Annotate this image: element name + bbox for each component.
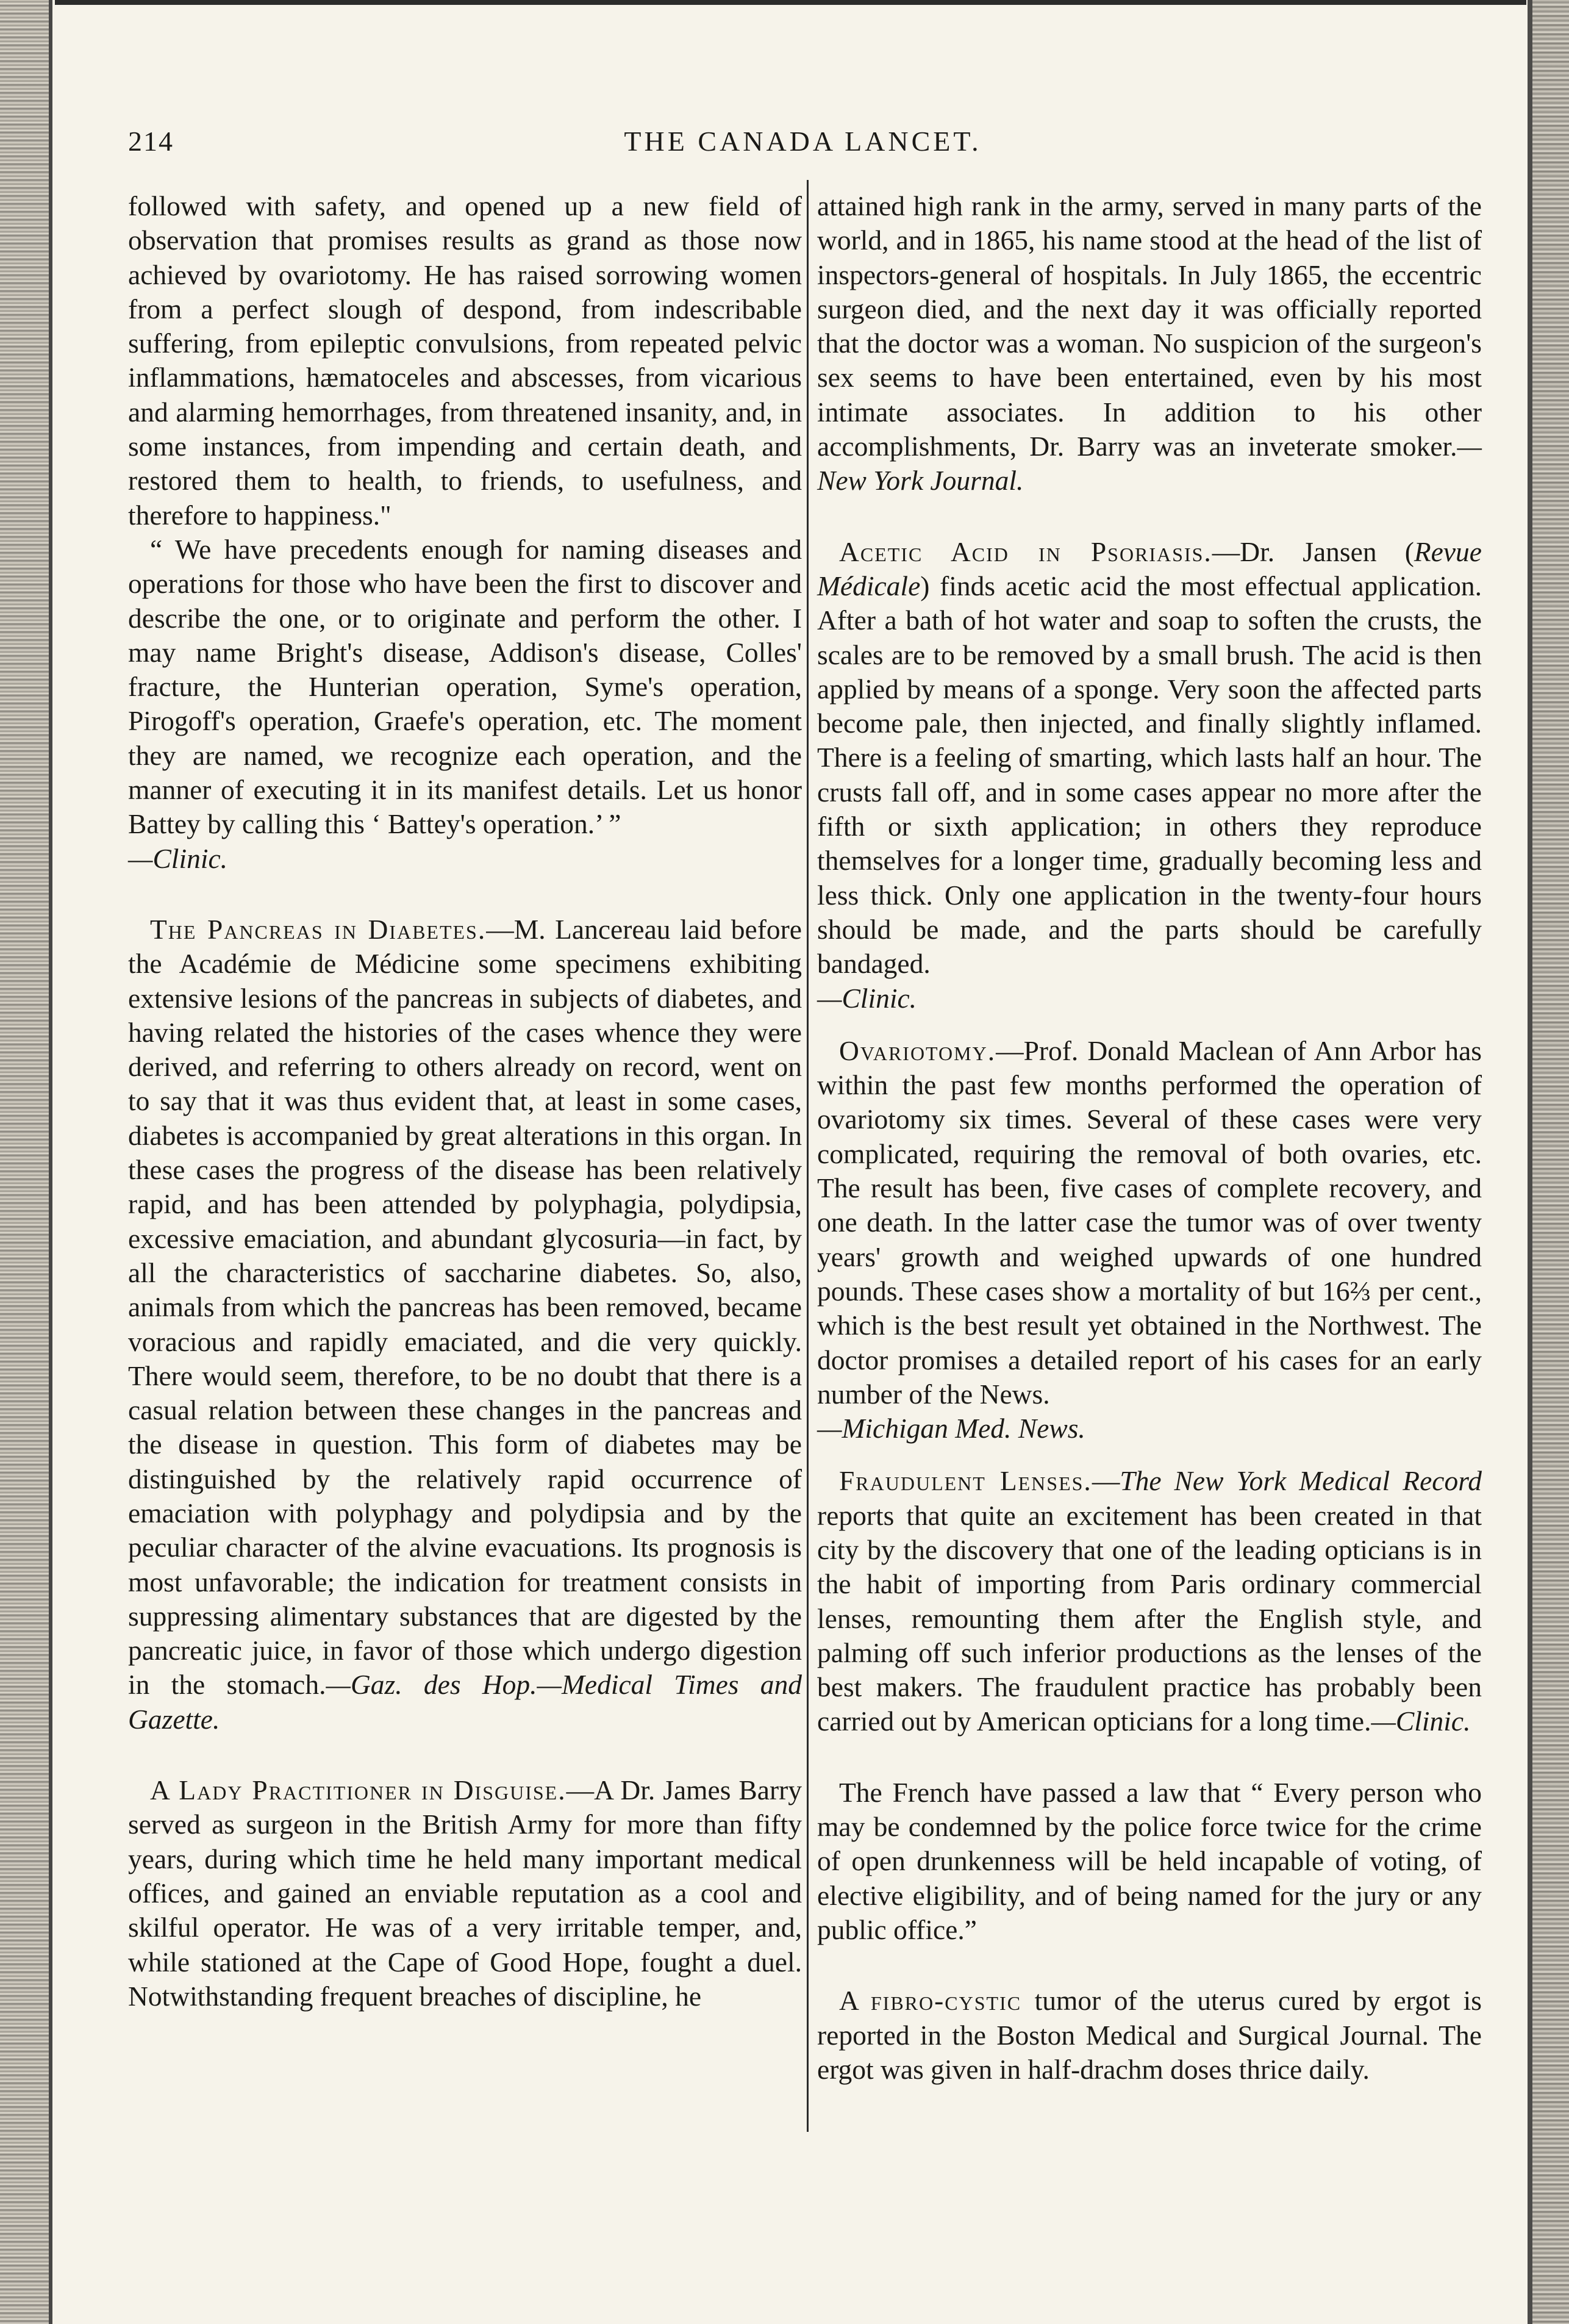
paragraph-ovariotomy-continued: followed with safety, and opened up a new field of observation that promises results as grand as those now achieved by ovariotomy. He has raised sorrowing women from a perfect slough of despond, from indescribable suffering, from epileptic convulsions, from repeated pelvic inflammations, hæmatoceles and abscesses, from vicarious and alarming hemorrhages, from threatened insanity, and, in some instances, from impending and certain death, and restored them to health, to friends, to usefulness, and therefore to happiness."	[128, 190, 802, 531]
article-title-acetic-acid: Acetic Acid in Psoriasis.	[839, 536, 1212, 567]
paragraph-precedents	[128, 533, 802, 876]
fibro-lead: A	[839, 1985, 871, 2017]
article-body-lady-practitioner: —A Dr. James Barry served as surgeon in the British Army for more than fifty years, during which time he held many important medical offices, and gained an enviable reputation as a cool and skilful operator. He was of a very irritable temper, and, while stationed at the Cape of Good Hope, fought a duel. Notwithstanding frequent breaches of discipline, he	[128, 1774, 802, 2012]
fibro-body: tumor of the uterus cured by ergot is reported in the Boston Medical and Surgical Journal. The ergot was given in half-drachm doses thrice daily.	[817, 1985, 1482, 2085]
article-title-pancreas: The Pancreas in Diabetes.	[150, 913, 487, 945]
article-title-fraudulent-lenses: Fraudulent Lenses.	[839, 1465, 1092, 1497]
article-acetic-acid	[817, 535, 1482, 1016]
ovariotomy-body: —Prof. Donald Maclean of Ann Arbor has within the past few months performed the operation of ovariotomy six times. Several of these cases were very complicated, requiring the removal of both ovaries, etc. The result has been, five cases of complete recovery, and one death. In the latter case the tumor was of over twenty years' growth and weighed upwards of one hundred pounds. These cases show a mortality of but 16⅔ per cent., which is the best result yet obtained in the Northwest. The doctor promises a detailed report of his cases for an early number of the News.	[817, 1035, 1482, 1410]
ovariotomy-source: —Michigan Med. News.	[817, 1413, 1085, 1444]
precedents-text: “ We have precedents enough for naming diseases and operations for those who have been the first to discover and describe the one, or to originate and perform the other. I may name Bright's disease, Addison's disease, Colles' fracture, the Hunterian operation, Syme's operation, Pirogoff's operation, Graefe's operation, etc. The moment they are named, we recognize each operation, and the manner of executing it in its manifest details. Let us honor Battey by calling this ‘ Battey's operation.’ ”	[128, 533, 802, 840]
acetic-source: —Clinic.	[817, 982, 917, 1014]
article-pancreas	[128, 913, 802, 1737]
top-rule	[55, 0, 1526, 5]
paragraph-barry-continued	[817, 189, 1482, 498]
left-column	[128, 189, 802, 2014]
paragraph-french-law: The French have passed a law that “ Every person who may be condemned by the police force twice for the crime of open drunkenness will be held incapable of voting, of elective eligibility, and of being named for the jury or any public office.”	[817, 1776, 1482, 1945]
column-divider	[807, 180, 809, 2132]
acetic-journal: Revue Médicale	[817, 536, 1482, 601]
fraud-source: —Clinic.	[1371, 1705, 1471, 1737]
fraud-journal: The New York Medical Record	[1120, 1465, 1482, 1497]
article-title-ovariotomy: Ovariotomy.	[839, 1035, 996, 1066]
article-lady-practitioner	[128, 1773, 802, 2014]
right-column	[817, 189, 1482, 2087]
article-source-pancreas: —Gaz. des Hop.—Medical Times and Gazette.	[128, 1669, 802, 1735]
precedents-source: —Clinic.	[128, 842, 228, 874]
left-binding-edge	[0, 0, 49, 2324]
article-fraudulent-lenses	[817, 1464, 1482, 1738]
barry-source: —New York Journal.	[817, 431, 1482, 497]
article-ovariotomy	[817, 1034, 1482, 1446]
barry-text: attained high rank in the army, served in many parts of the world, and in 1865, his name stood at the head of the list of inspectors-general of hospitals. In July 1865, the eccentric surgeon died, and the next day it was officially reported that the doctor was a woman. No suspicion of the surgeon's sex seems to have been entertained, even by his most intimate associates. In addition to his other accomplishments, Dr. Barry was an inveterate smoker.	[817, 190, 1482, 462]
page-header	[128, 125, 1478, 168]
fraud-body: reports that quite an excitement has been created in that city by the discovery that one of the leading opticians is in the habit of importing from Paris ordinary commercial lenses, remounting them after the English style, and palming off such inferior productions as the lenses of the best makers. The fraudulent practice has probably been carried out by American opticians for a long time.	[817, 1499, 1482, 1737]
acetic-body-a: —Dr. Jansen (	[1212, 536, 1414, 567]
right-binding-edge	[1532, 0, 1569, 2324]
paragraph-fibro-cystic	[817, 1984, 1482, 2087]
article-body-pancreas: —M. Lancereau laid before the Académie de Médicine some specimens exhibiting extensive lesions of the pancreas in subjects of diabetes, and having related the histories of the cases whence they were derived, and referring to others already on record, went on to say that it was thus evident that, at least in some cases, diabetes is accompanied by great alterations in this organ. In these cases the progress of the disease has been relatively rapid, and has been attended by polyphagia, polydipsia, excessive emaciation, and abundant glycosuria—in fact, by all the characteristics of saccharine diabetes. So, also, animals from which the pancreas has been removed, became voracious and rapidly emaciated, and die very quickly. There would seem, therefore, to be no doubt that there is a casual relation between these changes in the pancreas and the disease in question. This form of diabetes may be distinguished by the relatively rapid occurrence of emaciation with polyphagy and polydipsia and by the peculiar character of the alvine evacuations. Its prognosis is most unfavorable; the indication for treatment consists in suppressing alimentary substances that are digested by the pancreatic juice, in favor of those which undergo digestion in the stomach.	[128, 913, 802, 1701]
fraud-dash: —	[1092, 1465, 1120, 1497]
page-number: 214	[128, 126, 174, 157]
running-title: THE CANADA LANCET.	[624, 126, 982, 157]
fibro-smallcaps: fibro-cystic	[870, 1985, 1022, 2017]
article-title-lady-practitioner: A Lady Practitioner in Disguise.	[150, 1774, 566, 1806]
acetic-body-b: ) finds acetic acid the most effectual application. After a bath of hot water and soap to soften the crusts, the scales are to be removed by a small brush. The acid is then applied by means of a sponge. Very soon the affected parts become pale, then injected, and finally slightly inflamed. There is a feeling of smarting, which lasts half an hour. The crusts fall off, and in some cases appear no more after the fifth or sixth application; in others they reproduce themselves for a longer time, gradually becoming less and less thick. Only one application in the twenty-four hours should be made, and the parts should be carefully bandaged.	[817, 570, 1482, 980]
